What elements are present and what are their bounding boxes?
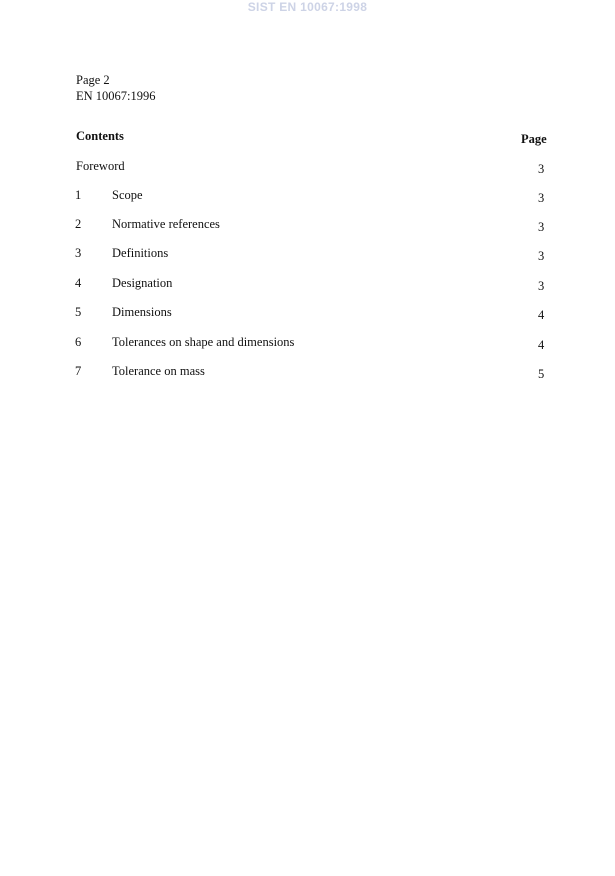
toc-entry-title: Tolerances on shape and dimensions (112, 335, 295, 349)
toc-entry-page: 3 (538, 162, 545, 176)
toc-entry-tolerance-mass (0, 364, 615, 380)
toc-entry-foreword (0, 159, 615, 175)
toc-entry-dimensions (0, 305, 615, 321)
toc-entry-title: Scope (112, 188, 143, 202)
page-column-title: Page (521, 132, 547, 146)
toc-entry-definitions (0, 246, 615, 262)
toc-entry-number: 4 (75, 276, 82, 290)
toc-entry-title: Normative references (112, 217, 220, 231)
toc-entry-designation (0, 276, 615, 292)
toc-entry-number: 2 (75, 217, 82, 231)
page-label: Page 2 (76, 73, 110, 87)
toc-entry-number: 1 (75, 188, 82, 202)
toc-entry-number: 5 (75, 305, 82, 319)
toc-entry-tolerances-shape (0, 335, 615, 351)
standard-id: EN 10067:1996 (76, 89, 156, 103)
toc-entry-number: 7 (75, 364, 82, 378)
toc-entry-page: 3 (538, 191, 545, 205)
toc-entry-title: Tolerance on mass (112, 364, 205, 378)
toc-entry-page: 3 (538, 220, 545, 234)
toc-entry-number: 6 (75, 335, 82, 349)
toc-entry-normative-references (0, 217, 615, 233)
page-header (76, 72, 156, 104)
toc-entry-number: 3 (75, 246, 82, 260)
toc-entry-page: 3 (538, 279, 545, 293)
toc-entry-page: 5 (538, 367, 545, 381)
toc-entry-title: Designation (112, 276, 173, 290)
toc-entry-title: Foreword (76, 159, 125, 173)
toc-entry-page: 4 (538, 308, 545, 322)
toc-entry-page: 3 (538, 249, 545, 263)
toc-entry-title: Definitions (112, 246, 169, 260)
toc-entry-page: 4 (538, 338, 545, 352)
toc-entry-scope (0, 188, 615, 204)
toc-entry-title: Dimensions (112, 305, 172, 319)
contents-title: Contents (76, 129, 124, 143)
watermark: SIST EN 10067:1998 (247, 0, 368, 14)
